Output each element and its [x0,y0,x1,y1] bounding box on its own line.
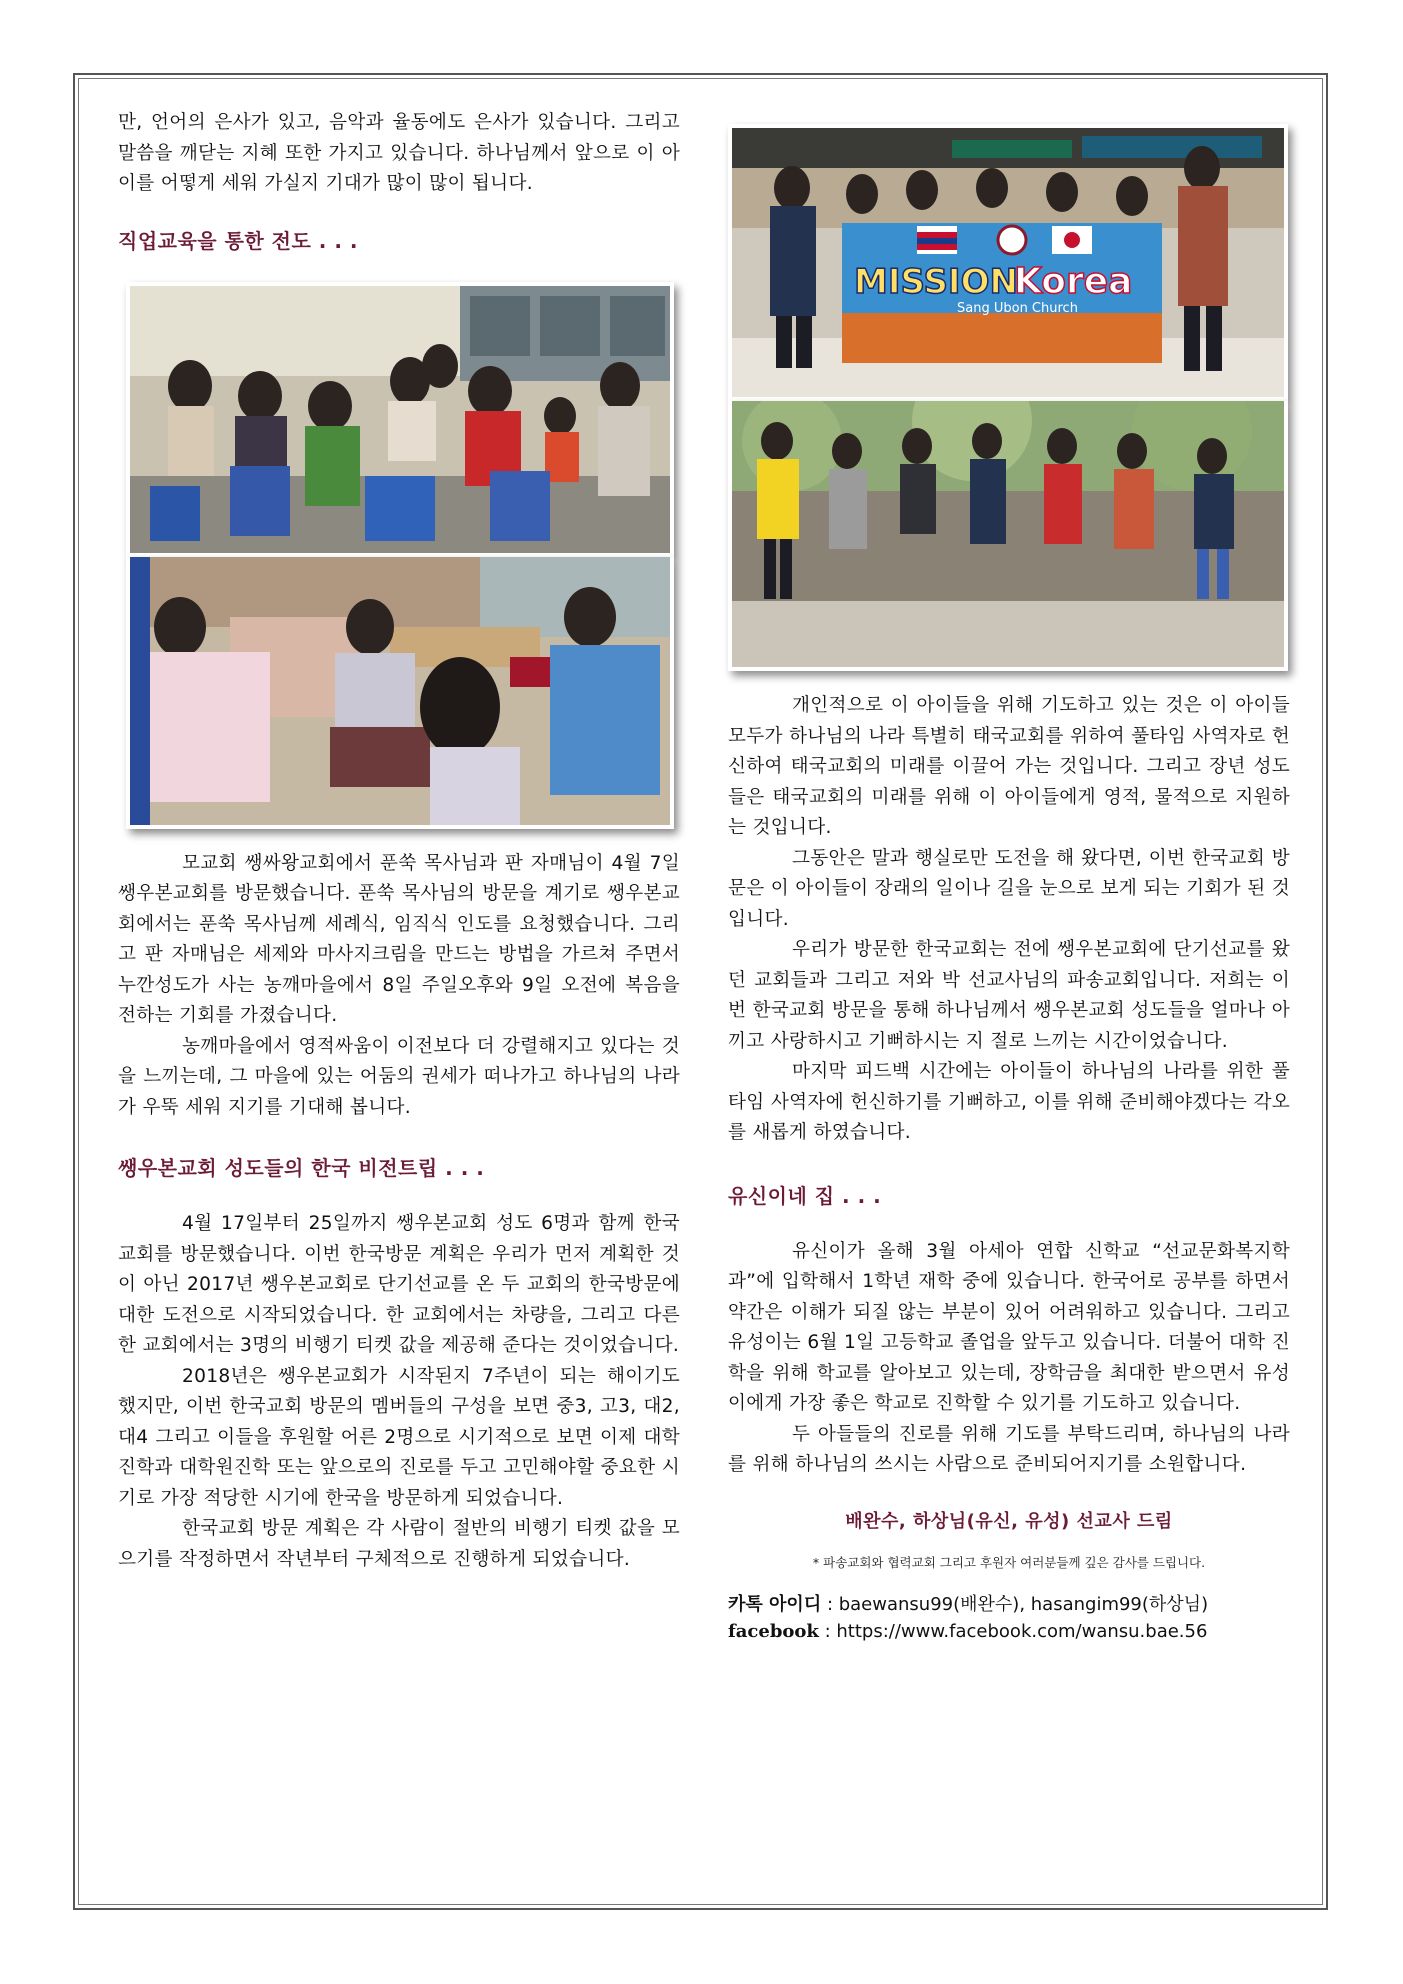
facebook-label: facebook [728,1620,819,1642]
banner-korea-text: Korea [1014,261,1133,302]
family-paragraph-2: 두 아들들의 진로를 위해 기도를 부탁드리며, 하나님의 나라를 위해 하나님의 쓰시는 사람으로 준비되어지기를 소원합니다. [728,1423,1290,1475]
right-paragraph-1: 개인적으로 이 아이들을 위해 기도하고 있는 것은 이 아이들 모두가 하나님의 나라 특별히 태국교회를 위하여 풀타임 사역자로 헌신하여 태국교회의 미래를 이끌어 가는 것입니다. 그리고 장년 성도들은 태국교회의 미래를 위해 이 아이들에게 영적, 물적으로 지원하는 것입니다. [728,695,1290,838]
vocational-paragraph-2: 농깨마을에서 영적싸움이 이전보다 더 강렬해지고 있다는 것을 느끼는데, 그 마을에 있는 어둠의 권세가 떠나가고 하나님의 나라가 우뚝 세워 지기를 기대해 봅니다. [118,1035,680,1118]
contact-info [728,1591,1290,1645]
vision-trip-paragraph-1: 4월 17일부터 25일까지 쌩우본교회 성도 6명과 함께 한국교회를 방문했습니다. 이번 한국방문 계획은 우리가 먼저 계획한 것이 아닌 2017년 쌩우본교회로 단기선교를 온 두 교회의 한국방문에 대한 도전으로 시작되었습니다. 한 교회에서는 차량을, 그리고 다른 한 교회에서는 3명의 비행기 티켓 값을 제공해 준다는 것이었습니다. [118,1213,680,1356]
kakao-label: 카톡 아이디 [728,1593,822,1615]
intro-paragraph: 만, 언어의 은사가 있고, 음악과 율동에도 은사가 있습니다. 그리고 말씀을 깨닫는 지혜 또한 가지고 있습니다. 하나님께서 앞으로 이 아이를 어떻게 세워 가실지 기대가 많이 많이 됩니다. [118,112,680,194]
section-title-vision-trip: 쌩우본교회 성도들의 한국 비전트립 . . . [118,1156,485,1180]
signature: 배완수, 하상님(유신, 유성) 선교사 드림 [845,1510,1173,1532]
right-paragraph-4: 마지막 피드백 시간에는 아이들이 하나님의 나라를 위한 풀타임 사역자에 헌신하기를 기뻐하고, 이를 위해 준비해야겠다는 각오를 새롭게 하였습니다. [728,1061,1290,1143]
kakao-line [728,1591,1290,1618]
section-title-vocational: 직업교육을 통한 전도 . . . [118,228,358,253]
vocational-paragraph-1: 모교회 쌩싸왕교회에서 푼쑥 목사님과 판 자매님이 4월 7일 쌩우본교회를 방문했습니다. 푼쑥 목사님의 방문을 계기로 쌩우본교회에서는 푼쑥 목사님께 세례식, 임직식 인도를 요청했습니다. 그리고 판 자매님은 세제와 마사지크림을 만드는 방법을 가르쳐 주면서 누깐성도가 사는 농깨마을에서 8일 주일오후와 9일 오전에 복음을 전하는 기회를 가졌습니다. [118,852,680,1026]
banner-church-text: Sang Ubon Church [957,301,1078,316]
kakao-value: : baewansu99(배완수), hasangim99(하상님) [821,1593,1209,1615]
airport-group-photo [728,124,1288,401]
banner-mission-text: MISSION [854,262,1018,302]
vocational-photo-1 [126,282,674,557]
right-paragraph-2: 그동안은 말과 행실로만 도전을 해 왔다면, 이번 한국교회 방문은 이 아이들이 장래의 일이나 길을 눈으로 보게 되는 기회가 된 것입니다. [728,847,1290,930]
right-paragraph-3: 우리가 방문한 한국교회는 전에 쌩우본교회에 단기선교를 왔던 교회들과 그리고 저와 박 선교사님의 파송교회입니다. 저희는 이번 한국교회 방문을 통해 하나님께서 쌩우본교회 성도들을 얼마나 아끼고 사랑하시고 기뻐하시는 지 절로 느끼는 시간이었습니다. [728,939,1290,1052]
vision-trip-paragraph-3: 한국교회 방문 계획은 각 사람이 절반의 비행기 티켓 값을 모으기를 작정하면서 작년부터 구체적으로 진행하게 되었습니다. [118,1518,680,1570]
facebook-url[interactable]: : https://www.facebook.com/wansu.bae.56 [818,1620,1208,1642]
family-paragraph-1: 유신이가 올해 3월 아세아 연합 신학교 “선교문화복지학과”에 입학해서 1학년 재학 중에 있습니다. 한국어로 공부를 하면서 약간은 이해가 되질 않는 부분이 있어 어려워하고 있습니다. 그리고 유성이는 6월 1일 고등학교 졸업을 앞두고 있습니다. 더불어 대학 진학을 위해 학교를 알아보고 있는데, 장학금을 최대한 받으면서 유성이에게 가장 좋은 학교로 진학할 수 있기를 기도하고 있습니다. [728,1240,1290,1414]
vision-trip-paragraph-2: 2018년은 쌩우본교회가 시작된지 7주년이 되는 해이기도 했지만, 이번 한국교회 방문의 멤버들의 구성을 보면 중3, 고3, 대2, 대4 그리고 이들을 후원할 어른 2명으로 시기적으로 보면 이제 대학진학과 대학원진학 또는 앞으로의 진로를 두고 고민해야할 중요한 시기로 가장 적당한 시기에 한국을 방문하게 되었습니다. [118,1365,680,1509]
left-column [118,108,680,1575]
facebook-line [728,1618,1290,1645]
right-column [728,108,1290,1645]
thanks-note: * 파송교회와 협력교회 그리고 후원자 여러분들께 깊은 감사를 드립니다. [812,1554,1206,1570]
vocational-photo-2 [126,557,674,829]
jumping-group-photo [728,401,1288,671]
section-title-family: 유신이네 집 . . . [728,1183,882,1208]
